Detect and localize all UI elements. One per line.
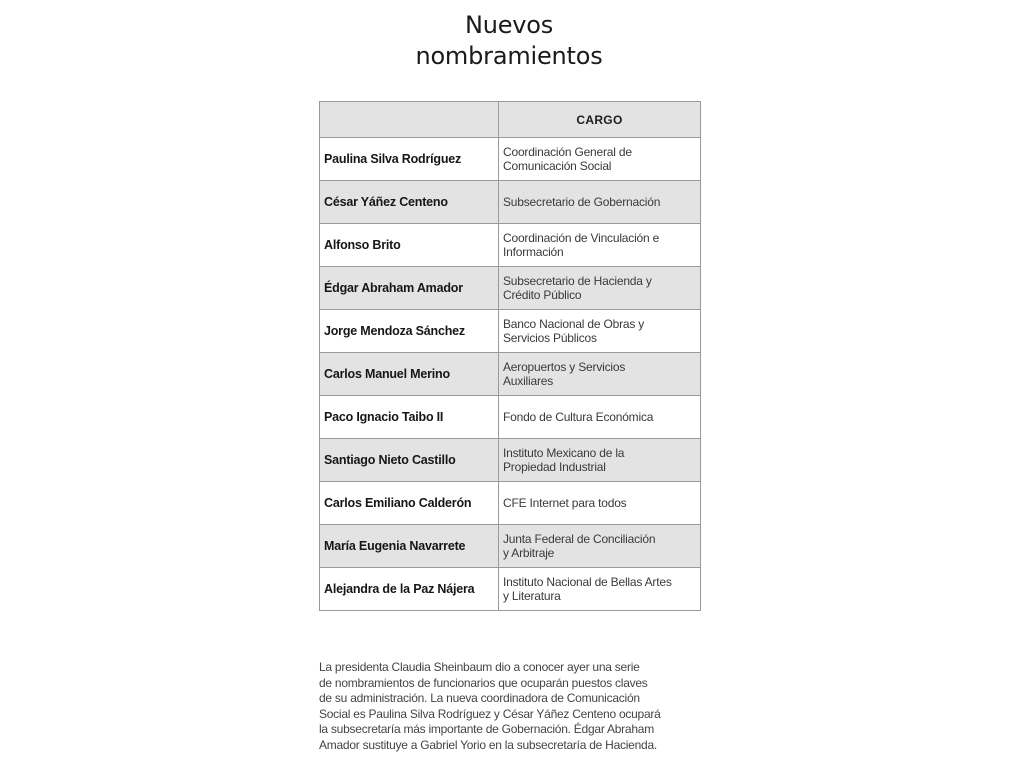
role-line: Junta Federal de Conciliación (503, 532, 656, 546)
role-line: Fondo de Cultura Económica (503, 410, 654, 424)
role-line: Propiedad Industrial (503, 460, 606, 474)
official-role (499, 310, 701, 353)
role-line: Información (503, 245, 564, 259)
caption-line: la subsecretaría más importante de Gobernación. Édgar Abraham (319, 722, 654, 736)
official-name: Édgar Abraham Amador (320, 267, 499, 310)
official-role (499, 224, 701, 267)
role-line: Instituto Nacional de Bellas Artes (503, 575, 672, 589)
official-name: Carlos Emiliano Calderón (320, 482, 499, 525)
title-line-2: nombramientos (415, 42, 603, 70)
role-line: Auxiliares (503, 374, 554, 388)
official-name: Jorge Mendoza Sánchez (320, 310, 499, 353)
official-role (499, 439, 701, 482)
table-header-row (320, 102, 701, 138)
role-line: Subsecretario de Hacienda y (503, 274, 652, 288)
table-row (320, 396, 701, 439)
caption-line: La presidenta Claudia Sheinbaum dio a conocer ayer una serie (319, 660, 640, 674)
official-name: Alejandra de la Paz Nájera (320, 568, 499, 611)
caption-line: Amador sustituye a Gabriel Yorio en la subsecretaría de Hacienda. (319, 737, 657, 752)
official-name: Alfonso Brito (320, 224, 499, 267)
role-line: CFE Internet para todos (503, 496, 627, 510)
role-line: y Arbitraje (503, 546, 555, 560)
role-line: Coordinación General de (503, 145, 632, 159)
table-row (320, 439, 701, 482)
table-row (320, 224, 701, 267)
official-name: Paco Ignacio Taibo II (320, 396, 499, 439)
official-name: Carlos Manuel Merino (320, 353, 499, 396)
table-row (320, 310, 701, 353)
role-line: Servicios Públicos (503, 331, 597, 345)
table-row (320, 353, 701, 396)
official-role (499, 353, 701, 396)
official-role (499, 138, 701, 181)
role-line: Subsecretario de Gobernación (503, 195, 661, 209)
official-name: Santiago Nieto Castillo (320, 439, 499, 482)
role-line: Instituto Mexicano de la (503, 446, 625, 460)
table-row (320, 181, 701, 224)
official-role (499, 181, 701, 224)
table-row (320, 267, 701, 310)
official-role (499, 482, 701, 525)
table-row (320, 525, 701, 568)
table-row (320, 482, 701, 525)
role-line: Banco Nacional de Obras y (503, 317, 645, 331)
appointments-table (319, 101, 701, 611)
official-name: María Eugenia Navarrete (320, 525, 499, 568)
role-line: Crédito Público (503, 288, 582, 302)
table-row (320, 568, 701, 611)
header-name (320, 102, 499, 138)
page-title (0, 10, 1018, 72)
official-role (499, 568, 701, 611)
caption-line: Social es Paulina Silva Rodríguez y César Yáñez Centeno ocupará (319, 706, 661, 721)
title-line-1: Nuevos (464, 11, 554, 39)
official-role (499, 525, 701, 568)
role-line: Aeropuertos y Servicios (503, 360, 626, 374)
official-role (499, 396, 701, 439)
caption-line: de nombramientos de funcionarios que ocuparán puestos claves (319, 675, 648, 690)
official-role (499, 267, 701, 310)
caption-paragraph (319, 660, 699, 753)
table-row (320, 138, 701, 181)
role-line: y Literatura (503, 589, 561, 603)
role-line: Coordinación de Vinculación e (503, 231, 660, 245)
role-line: Comunicación Social (503, 159, 612, 173)
table-body (320, 138, 701, 611)
caption-line: de su administración. La nueva coordinadora de Comunicación (319, 691, 640, 705)
official-name: Paulina Silva Rodríguez (320, 138, 499, 181)
header-cargo: CARGO (499, 102, 701, 138)
official-name: César Yáñez Centeno (320, 181, 499, 224)
